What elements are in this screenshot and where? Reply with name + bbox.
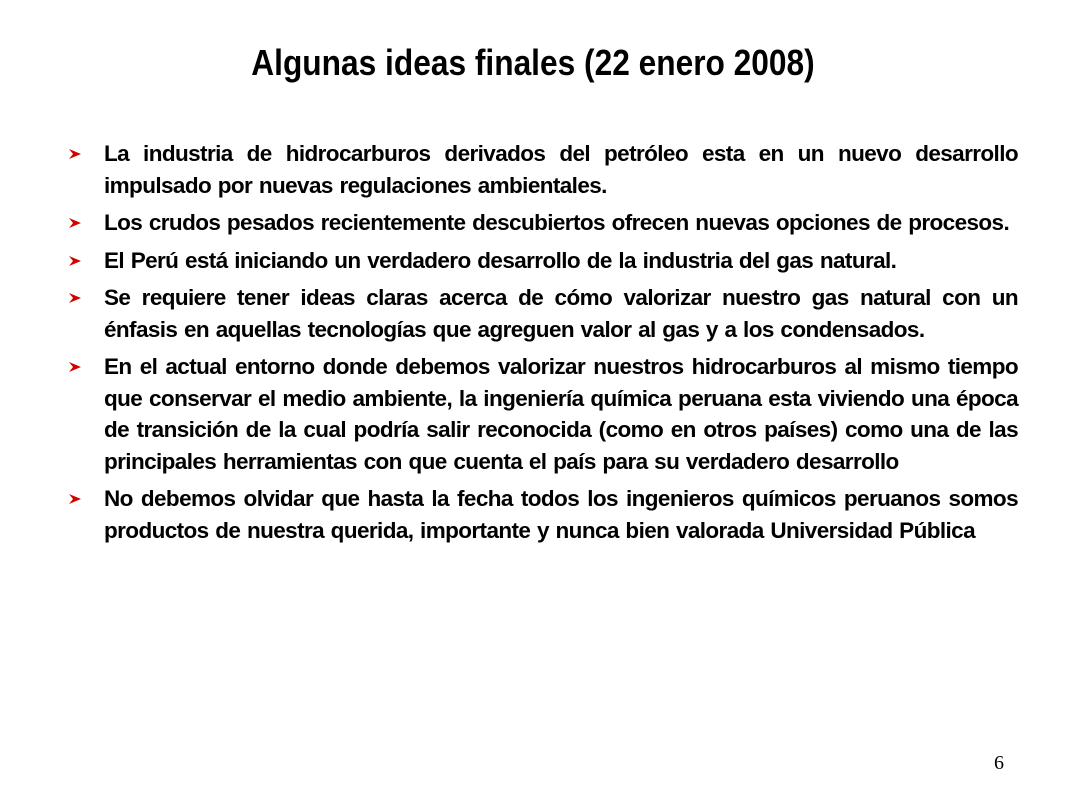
list-item [68,282,1018,345]
list-item [68,245,1018,277]
bullet-list [68,138,1018,552]
red-arrowhead-icon [68,147,82,161]
red-arrowhead-icon [68,291,82,305]
list-item [68,207,1018,239]
bullet-text: La industria de hidrocarburos derivados del petróleo esta en un nuevo desarrollo impulsado por nuevas regulaciones ambientales. [104,141,1018,198]
page-number: 6 [994,752,1004,774]
bullet-text: Se requiere tener ideas claras acerca de cómo valorizar nuestro gas natural con un énfasis en aquellas tecnologías que agreguen valor al gas y a los condensados. [104,285,1018,342]
red-arrowhead-icon [68,254,82,268]
list-item [68,483,1018,546]
red-arrowhead-icon [68,360,82,374]
red-arrowhead-icon [68,216,82,230]
bullet-text: El Perú está iniciando un verdadero desarrollo de la industria del gas natural. [104,247,897,273]
bullet-text: Los crudos pesados recientemente descubiertos ofrecen nuevas opciones de procesos. [104,210,1010,235]
bullet-text: No debemos olvidar que hasta la fecha todos los ingenieros químicos peruanos somos productos de nuestra querida, importante y nunca bien valorada Universidad Pública [104,486,1018,543]
bullet-text: En el actual entorno donde debemos valorizar nuestros hidrocarburos al mismo tiempo que conservar el medio ambiente, la ingeniería química peruana esta viviendo una época de transición de la cual podría salir reconocida (como en otros países) como una de las principales herramientas con que cuenta el país para su verdadero desarrollo [104,354,1018,474]
list-item [68,351,1018,477]
slide-title: Algunas ideas finales (22 enero 2008) [251,42,815,83]
list-item [68,138,1018,201]
red-arrowhead-icon [68,492,82,506]
